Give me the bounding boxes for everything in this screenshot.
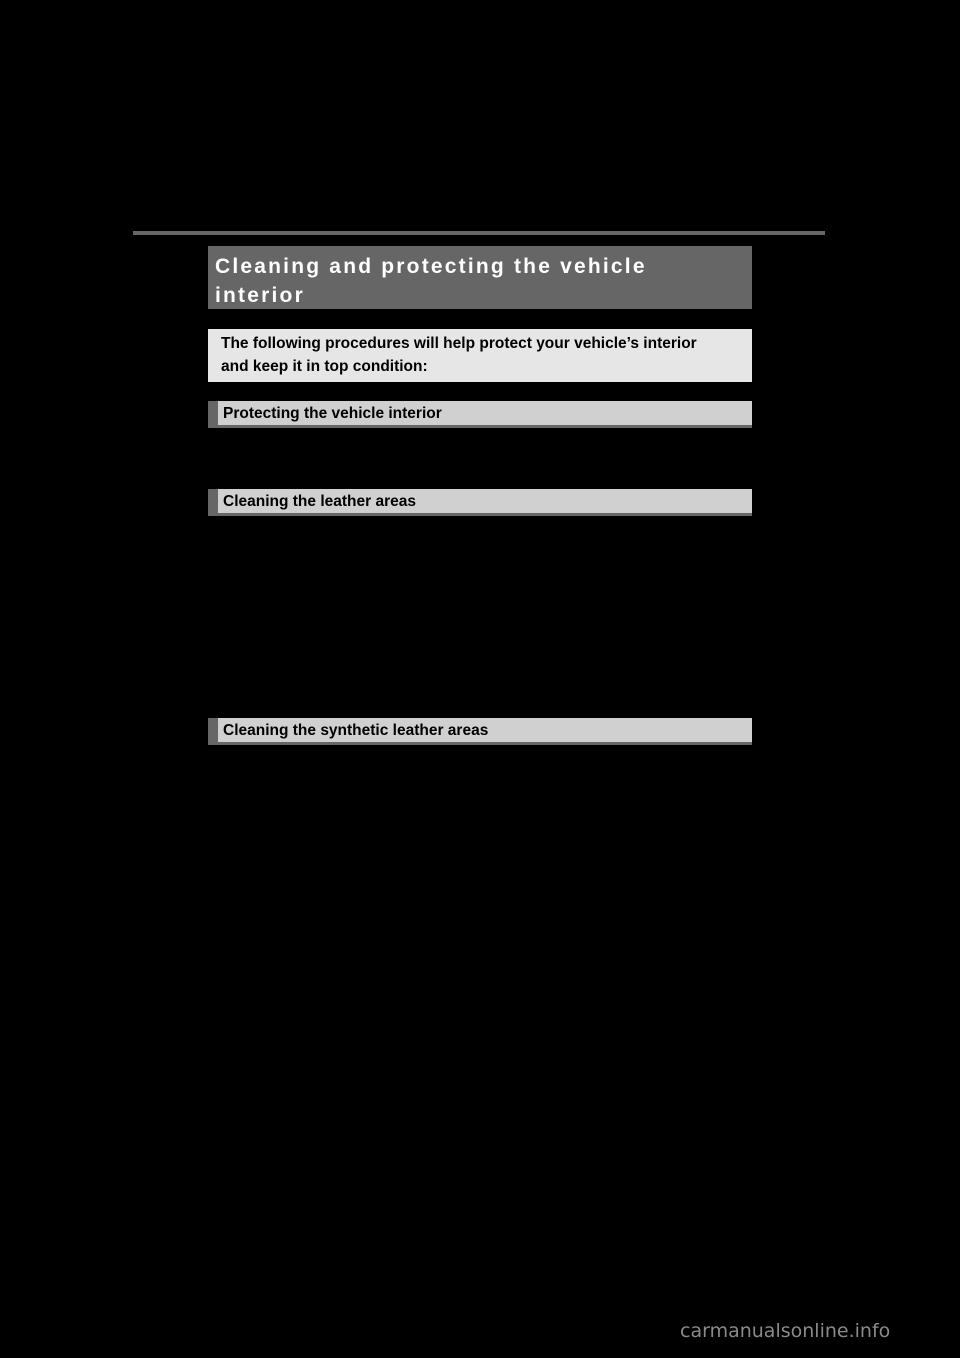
section-header-synthetic-leather (208, 718, 752, 745)
section-header-label: Cleaning the synthetic leather areas (223, 722, 489, 739)
section-header-leather (208, 489, 752, 516)
section-accent-bar (208, 401, 218, 425)
section-header-label: Cleaning the leather areas (223, 493, 416, 510)
page-title-line-1: Cleaning and protecting the vehicle (215, 255, 647, 278)
watermark: carmanualsonline.info (680, 1320, 891, 1342)
intro-text (208, 329, 752, 382)
section-header-protecting (208, 401, 752, 428)
page-title-line-2: interior (215, 284, 305, 307)
intro-line-1: The following procedures will help protect your vehicle’s interior (221, 335, 697, 352)
section-accent-bar (208, 718, 218, 742)
section-header-label: Protecting the vehicle interior (223, 405, 442, 422)
section-accent-bar (208, 489, 218, 513)
intro-line-2: and keep it in top condition: (221, 358, 428, 375)
page-title (208, 246, 752, 309)
header-rule (133, 231, 825, 235)
